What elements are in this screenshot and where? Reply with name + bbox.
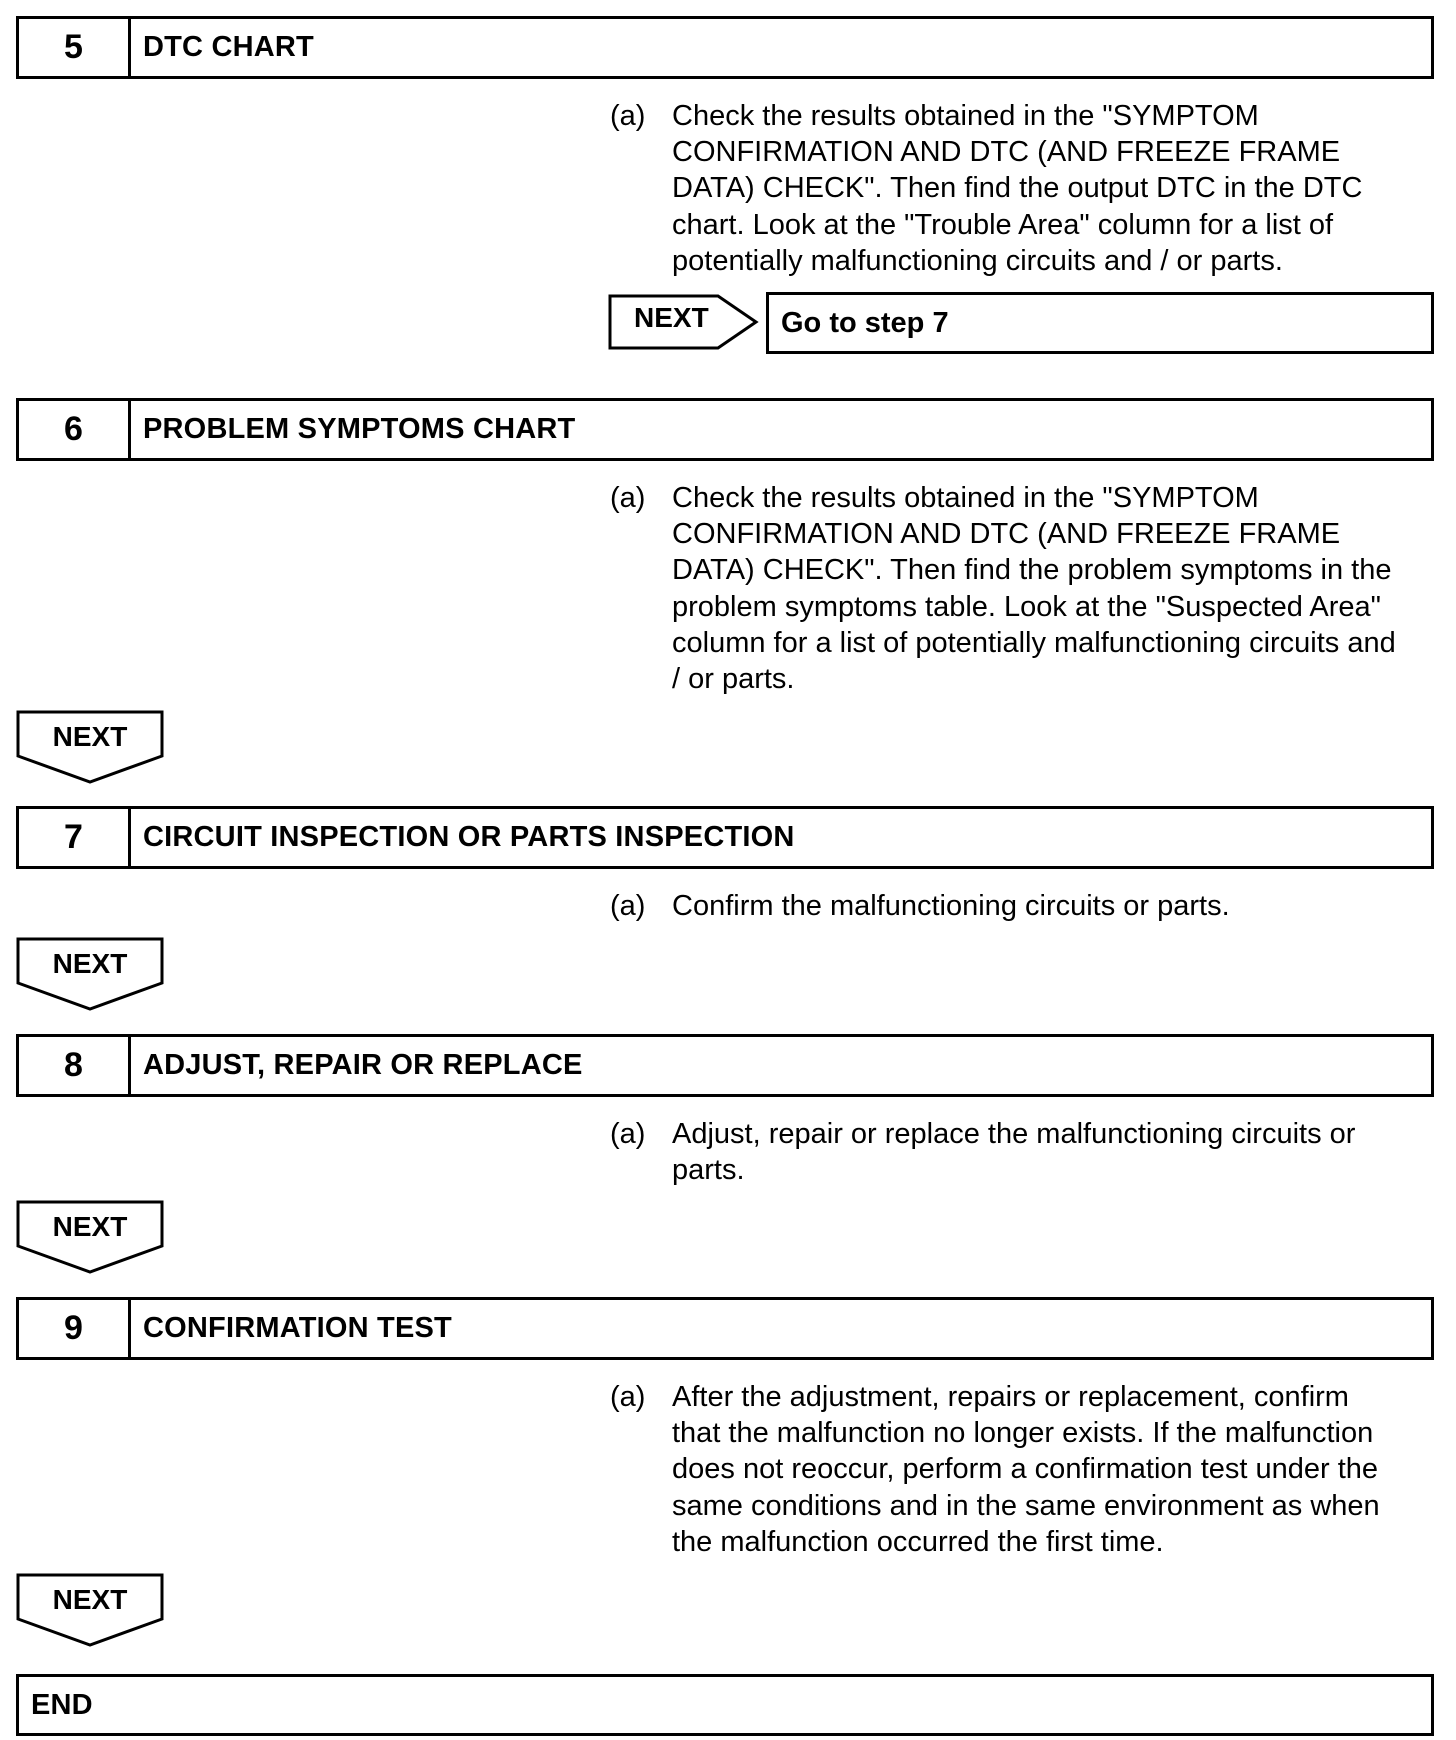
instruction-label: (a) (610, 1118, 646, 1150)
instruction-text: After the adjustment, repairs or replacement, confirm that the malfunction no longer exists. If the malfunction does not reoccur, perform a confirmation test under the same conditions and in the same environment as when the malfunction occurred the first time. (672, 1381, 1380, 1558)
next-label: NEXT (52, 721, 128, 752)
instruction-text: Check the results obtained in the "SYMPTOM CONFIRMATION AND DTC (AND FREEZE FRAME DATA) CHECK". Then find the output DTC in the DTC chart. Look at the "Trouble Area" column for a list of potentially malfunctioning circuits and / or parts. (672, 100, 1363, 277)
next-label: NEXT (52, 1211, 128, 1242)
next-label: NEXT (52, 1584, 128, 1615)
step-title: PROBLEM SYMPTOMS CHART (143, 413, 576, 445)
step-title: CIRCUIT INSPECTION OR PARTS INSPECTION (143, 821, 795, 853)
step-6-instruction (610, 480, 1440, 697)
step-7-header (16, 806, 1434, 869)
step-8-instruction (610, 1116, 1440, 1188)
step-number: 7 (19, 809, 131, 866)
next-label: NEXT (634, 302, 709, 333)
next-right-arrow (608, 294, 760, 350)
instruction-label: (a) (610, 890, 646, 922)
end-title: END (31, 1688, 93, 1721)
step-5-instruction (610, 98, 1440, 279)
step-7-instruction (610, 888, 1440, 924)
step-title: ADJUST, REPAIR OR REPLACE (143, 1049, 583, 1081)
instruction-label: (a) (610, 482, 646, 514)
next-down-arrow (16, 1573, 164, 1647)
step-8-header (16, 1034, 1434, 1097)
step-number: 6 (19, 401, 131, 458)
next-down-arrow (16, 1200, 164, 1274)
next-down-arrow (16, 710, 164, 784)
step-9-header (16, 1297, 1434, 1360)
instruction-label: (a) (610, 1381, 646, 1413)
instruction-text: Check the results obtained in the "SYMPTOM CONFIRMATION AND DTC (AND FREEZE FRAME DATA) CHECK". Then find the problem symptoms in the problem symptoms table. Look at the "Suspected Area" column for a list of potentially malfunctioning circuits and / or parts. (672, 482, 1396, 696)
next-label: NEXT (52, 948, 128, 979)
step-number: 5 (19, 19, 131, 76)
instruction-label: (a) (610, 100, 646, 132)
goto-step-7-box: Go to step 7 (766, 292, 1434, 354)
step-number: 8 (19, 1037, 131, 1094)
step-9-instruction (610, 1379, 1440, 1560)
next-down-arrow (16, 937, 164, 1011)
step-6-header (16, 398, 1434, 461)
step-5-header (16, 16, 1434, 79)
step-number: 9 (19, 1300, 131, 1357)
step-title: CONFIRMATION TEST (143, 1312, 452, 1344)
instruction-text: Adjust, repair or replace the malfunctioning circuits or parts. (672, 1118, 1356, 1187)
end-box (16, 1674, 1434, 1736)
instruction-text: Confirm the malfunctioning circuits or parts. (672, 890, 1230, 922)
step-title: DTC CHART (143, 31, 314, 63)
